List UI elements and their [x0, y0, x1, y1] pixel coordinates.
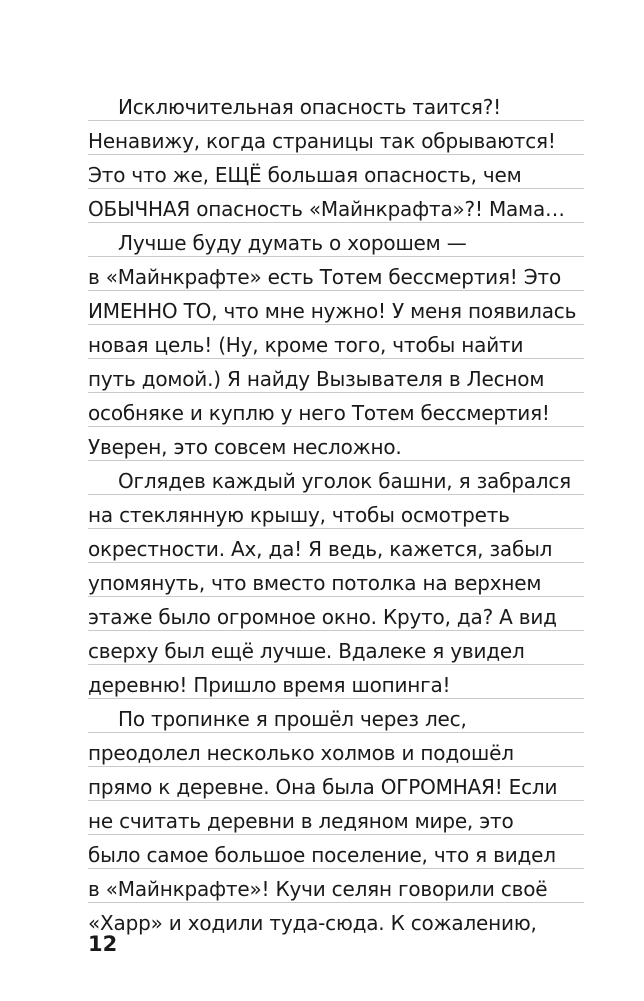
page-number: 12	[88, 932, 118, 956]
text-line: в «Майнкрафте»! Кучи селян говорили своё	[88, 877, 548, 901]
text-line: этаже было огромное окно. Круто, да? А вид	[88, 605, 557, 629]
ruled-line	[88, 188, 584, 189]
ruled-line	[88, 630, 584, 631]
ruled-line	[88, 596, 584, 597]
text-line: новая цель! (Ну, кроме того, чтобы найти	[88, 333, 524, 357]
text-line: ИМЕННО ТО, что мне нужно! У меня появилась	[88, 299, 577, 323]
text-line: было самое большое поселение, что я видел	[88, 843, 556, 867]
text-line: на стеклянную крышу, чтобы осмотреть	[88, 503, 510, 527]
text-line: путь домой.) Я найду Вызывателя в Лесном	[88, 367, 545, 391]
text-line: Уверен, это совсем несложно.	[88, 435, 402, 459]
ruled-line	[88, 154, 584, 155]
ruled-line	[88, 120, 584, 121]
ruled-line	[88, 664, 584, 665]
ruled-line	[88, 426, 584, 427]
text-line: ОБЫЧНАЯ опасность «Майнкрафта»?! Мама…	[88, 197, 565, 221]
ruled-line	[88, 732, 584, 733]
text-line: «Харр» и ходили туда-сюда. К сожалению,	[88, 911, 537, 935]
ruled-line	[88, 766, 584, 767]
text-line: окрестности. Ах, да! Я ведь, кажется, забыл	[88, 537, 553, 561]
ruled-line	[88, 834, 584, 835]
ruled-line	[88, 358, 584, 359]
text-line: не считать деревни в ледяном мире, это	[88, 809, 514, 833]
ruled-line	[88, 256, 584, 257]
text-line: Ненавижу, когда страницы так обрываются!	[88, 129, 556, 153]
text-line: в «Майнкрафте» есть Тотем бессмертия! Это	[88, 265, 562, 289]
text-line: деревню! Пришло время шопинга!	[88, 673, 451, 697]
text-line: сверху был ещё лучше. Вдалеке я увидел	[88, 639, 525, 663]
text-line: Это что же, ЕЩЁ большая опасность, чем	[88, 163, 522, 187]
ruled-line	[88, 698, 584, 699]
text-line: Оглядев каждый уголок башни, я забрался	[118, 469, 571, 493]
ruled-line	[88, 392, 584, 393]
ruled-line	[88, 800, 584, 801]
ruled-line	[88, 902, 584, 903]
ruled-line	[88, 562, 584, 563]
ruled-line	[88, 222, 584, 223]
ruled-line	[88, 868, 584, 869]
ruled-line	[88, 494, 584, 495]
ruled-line	[88, 528, 584, 529]
ruled-line	[88, 460, 584, 461]
text-line: По тропинке я прошёл через лес,	[118, 707, 467, 731]
text-line: прямо к деревне. Она была ОГРОМНАЯ! Если	[88, 775, 558, 799]
text-line: преодолел несколько холмов и подошёл	[88, 741, 514, 765]
text-line: Лучше буду думать о хорошем —	[118, 231, 467, 255]
ruled-line	[88, 324, 584, 325]
text-line: особняке и куплю у него Тотем бессмертия!	[88, 401, 550, 425]
ruled-line	[88, 290, 584, 291]
text-line: упомянуть, что вместо потолка на верхнем	[88, 571, 542, 595]
text-line: Исключительная опасность таится?!	[118, 95, 501, 119]
